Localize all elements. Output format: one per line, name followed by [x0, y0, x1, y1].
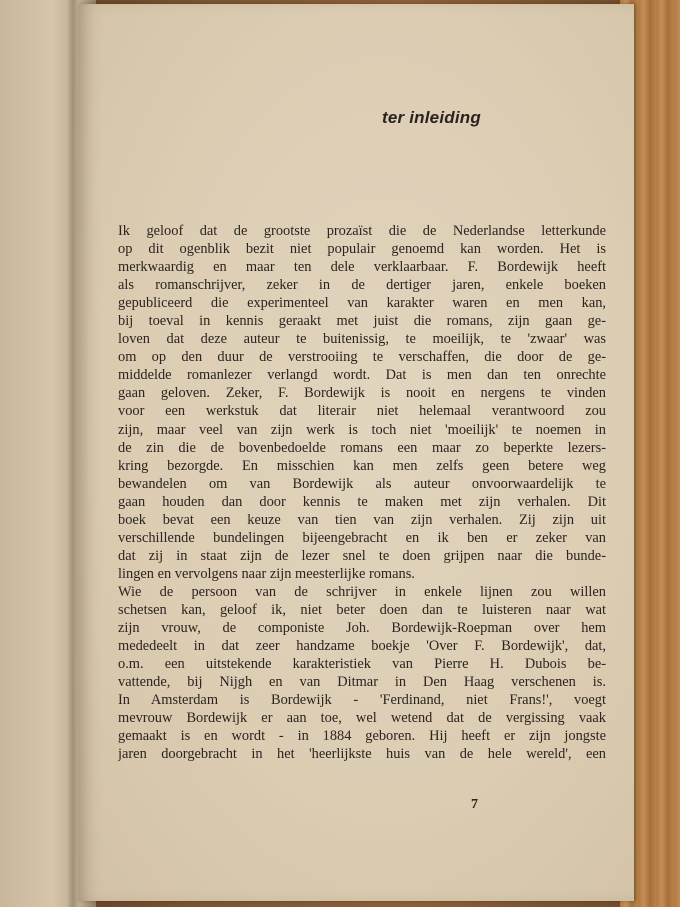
- text-line: voor een werkstuk dat literair niet helemaal verantwoord zou: [118, 403, 606, 420]
- text-line: In Amsterdam is Bordewijk - 'Ferdinand, niet Frans!', voegt: [118, 692, 606, 709]
- text-line: loven dat deze auteur te buitenissig, te moeilijk, te 'zwaar' was: [118, 331, 606, 348]
- text-line: op dit ogenblik bezit niet populair genoemd kan worden. Het is: [118, 241, 606, 258]
- text-line: de zin die de bovenbedoelde romans een maar zo beperkte lezers-: [118, 439, 606, 456]
- book-spine-shadow: [68, 0, 78, 907]
- text-line: zijn, maar veel van zijn werk is toch niet 'moeilijk' te noemen in: [118, 421, 606, 438]
- text-line: jaren doorgebracht in het 'heerlijkste huis van de hele wereld', een: [118, 746, 606, 763]
- text-line: boek bevat een keuze van tien van zijn verhalen. Zij zijn uit: [118, 511, 606, 528]
- text-line: gepubliceerd die experimenteel van karakter waren en men kan,: [118, 295, 606, 312]
- text-line: mevrouw Bordewijk er aan toe, wel wetend dat de vergissing vaak: [118, 710, 606, 727]
- text-line: bewandelen om van Bordewijk als auteur onvoorwaardelijk te: [118, 475, 606, 492]
- text-line: kring bezorgde. En misschien kan men zelfs geen betere weg: [118, 457, 606, 474]
- text-line: o.m. een uitstekende karakteristiek van Pierre H. Dubois be-: [118, 656, 606, 673]
- text-line: vattende, bij Nijgh en van Ditmar in Den Haag verschenen is.: [118, 674, 606, 691]
- text-line: gaan houden dan door kennis te maken met zijn verhalen. Dit: [118, 493, 606, 510]
- text-line: zijn vrouw, de componiste Joh. Bordewijk-Roepman over hem: [118, 620, 606, 637]
- text-line: bij toeval in kennis geraakt met juist die romans, zijn gaan ge-: [118, 313, 606, 330]
- text-line: Wie de persoon van de schrijver in enkele lijnen zou willen: [118, 583, 606, 600]
- text-line: gemaakt is en wordt - in 1884 geboren. Hij heeft er zijn jongste: [118, 728, 606, 745]
- text-line: lingen en vervolgens naar zijn meesterlijke romans.: [118, 565, 415, 582]
- page-number: 7: [471, 797, 478, 812]
- text-line: als romanschrijver, zeker in de dertiger jaren, enkele boeken: [118, 277, 606, 294]
- body-text: [118, 222, 606, 763]
- text-line: merkwaardig en maar ten dele verklaarbaar. F. Bordewijk heeft: [118, 259, 606, 276]
- text-line: gaan geloven. Zeker, F. Bordewijk is nooit en nergens te vinden: [118, 385, 606, 402]
- text-line: om op den duur de verstrooiing te verschaffen, die door de ge-: [118, 349, 606, 366]
- text-line: schetsen kan, geloof ik, niet beter doen dan te luisteren naar wat: [118, 601, 606, 618]
- text-line: Ik geloof dat de grootste prozaïst die de Nederlandse letterkunde: [118, 223, 606, 239]
- text-line: middelde romanlezer verlangd wordt. Dat is men dan ten onrechte: [118, 367, 606, 384]
- chapter-heading: ter inleiding: [382, 108, 481, 127]
- text-line: dat zij in staat zijn de lezer snel te doen grijpen naar die bunde-: [118, 547, 606, 564]
- text-line: verschillende bundelingen bijeengebracht en ik ben er zeker van: [118, 529, 606, 546]
- text-line: mededeelt in dat zeer handzame boekje 'Over F. Bordewijk', dat,: [118, 638, 606, 655]
